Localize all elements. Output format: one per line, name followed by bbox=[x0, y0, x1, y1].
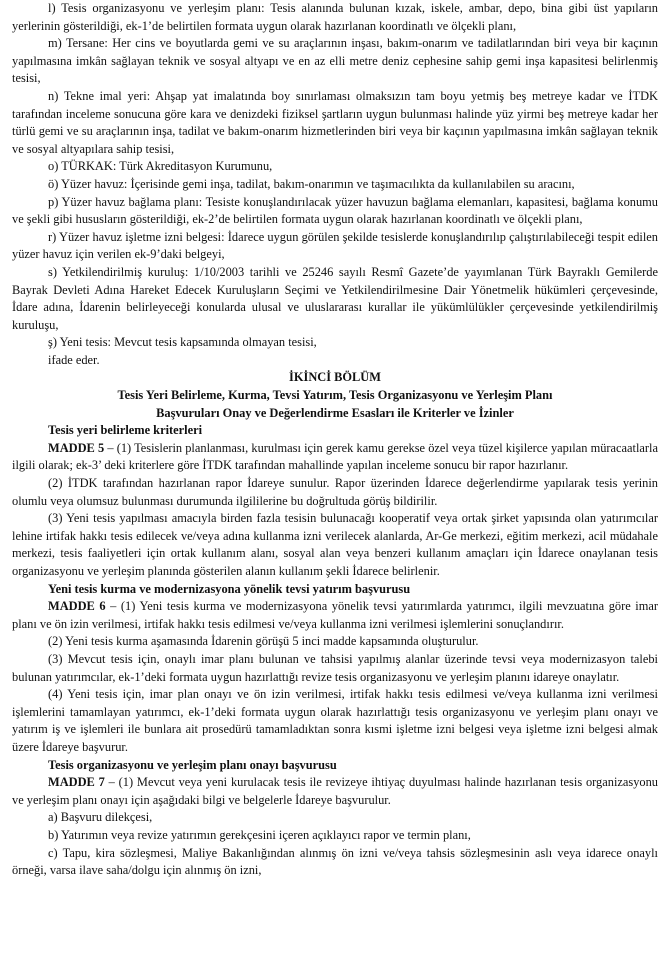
definition-o-umlaut: ö) Yüzer havuz: İçerisinde gemi inşa, tadilat, bakım-onarımın ve taşımacılıkta da kullanılabilen su aracını, bbox=[48, 176, 575, 191]
madde5-paragraph-2: (2) İTDK tarafından hazırlanan rapor İdareye sunulur. Rapor üzerinden İdarece değerlendirme yapılarak tesis yerinin olumlu veya olumsuz bulunması durumunda ilgililerine bu doğrultuda görüş bildirilir. bbox=[12, 476, 658, 508]
madde5-label: MADDE 5 bbox=[48, 440, 105, 455]
madde7-p1-text: – (1) Mevcut veya yeni kurulacak tesis ile revizeye ihtiyaç duyulması halinde hazırlanan tesis organizasyonu ve yerleşim planı onayı için aşağıdaki bilgi ve belgelerle İdareye başvurulur. bbox=[12, 775, 658, 807]
madde5-heading: Tesis yeri belirleme kriterleri bbox=[48, 423, 203, 438]
madde6-paragraph-1 bbox=[12, 598, 658, 633]
madde6-heading: Yeni tesis kurma ve modernizasyona yönelik tevsi yatırım başvurusu bbox=[48, 581, 411, 596]
madde5-p1-text: – (1) Tesislerin planlanması, kurulması için gerek kamu gerekse özel veya tüzel kişilerce yapılan müracaatlarla ilgili olarak; ek-3’ deki kriterlere göre İTDK tarafından mahallinde yapılan inceleme sonucu bir rapor hazırlanır. bbox=[12, 440, 658, 473]
chapter-title: İKİNCİ BÖLÜM bbox=[289, 370, 381, 385]
definition-s: s) Yetkilendirilmiş kuruluş: 1/10/2003 tarihli ve 25246 sayılı Resmî Gazete’de yayımlanan Türk Bayraklı Gemilerde Bayrak Devleti Adına Hareket Edecek Kuruluşların Seçimi ve Yetkilendirilmesine Dair Yönetmelik hükümleri çerçevesinde, İdare adına, İdarenin belirleyeceği konularda ulusal ve uluslararası kurallar ile yükümlülükler çerçevesinde yetkilendirilmiş kuruluşu, bbox=[12, 264, 658, 332]
madde7-item-c: c) Tapu, kira sözleşmesi, Maliye Bakanlığından alınmış ön izni ve/veya tahsis sözleşmesinin aslı veya idarece onaylı örneği, varsa ilave saha/dolgu için alınmış ön izni, bbox=[12, 845, 658, 878]
madde6-label: MADDE 6 bbox=[48, 599, 106, 614]
madde7-label: MADDE 7 bbox=[48, 775, 105, 790]
madde7-paragraph-1 bbox=[12, 774, 658, 809]
madde5-paragraph-3: (3) Yeni tesis yapılması amacıyla birden fazla tesisin bulunacağı kooperatif veya ortak şirket yapısında olan yatırımcılar lehine irtifak hakkı tesis edilecek ve/veya adına kullanma izni verilecek alanlarda, Ar-Ge merkezi, eğitim merkezi, acil müdahale merkezi, tesis faaliyetleri için ortak kullanım alanı, sosyal alan veya benzeri kullanım amaçları için İdarece onaylanan tesis organizasyonu ve yerleşim planında gösterilen alanın kullanım şekli İdarece belirlenir. bbox=[12, 511, 658, 578]
madde7-item-a: a) Başvuru dilekçesi, bbox=[48, 810, 153, 825]
definition-l: l) Tesis organizasyonu ve yerleşim planı: Tesis alanında bulunan kızak, iskele, ambar, depo, bina gibi üst yapıların yerlerinin gösterildiği, ek-1’de belirtilen formata uygun olarak hazırlanan koordinatlı ve ölçekli planı, bbox=[12, 1, 658, 33]
chapter-subtitle-1: Tesis Yeri Belirleme, Kurma, Tevsi Yatırım, Tesis Organizasyonu ve Yerleşim Planı bbox=[117, 388, 553, 403]
definition-m: m) Tersane: Her cins ve boyutlarda gemi ve su araçlarının inşası, bakım-onarım ve tadilatlarından biri veya bir kaçının yapılmasına imkân sağlayan teknik ve sosyal altyapı ve en az elli metre deniz cephesine sahip gemi inşa kapasitesi belirlenmiş tesisi, bbox=[12, 36, 658, 86]
chapter-subtitle-2: Başvuruları Onay ve Değerlendirme Esasları ile Kriterler ve İzinler bbox=[156, 405, 514, 420]
definition-n: n) Tekne imal yeri: Ahşap yat imalatında boy sınırlaması olmaksızın tam boyu yetmiş beş metreye kadar ve İTDK tarafından inceleme sonucuna göre kara ve denizdeki fiziksel şartların uygun bulunması halinde yüz yirmi beş metreye kadar her türlü gemi ve su araçlarının inşa, tadilat ve bakım-onarım hizmetlerinden biri veya bir kaçının yapılmasına imkân sağlayan teknik ve sosyal altyapılara sahip tesisi, bbox=[12, 88, 658, 156]
madde7-heading: Tesis organizasyonu ve yerleşim planı onayı başvurusu bbox=[48, 757, 337, 772]
definition-s-cedilla: ş) Yeni tesis: Mevcut tesis kapsamında olmayan tesisi, bbox=[48, 335, 317, 350]
madde6-paragraph-4: (4) Yeni tesis için, imar plan onayı ve ön izin verilmesi, irtifak hakkı tesis edilmesi ve/veya kullanma izni verilmesi işlemlerini tamamlayan yatırımcı, ek-1’deki formata uygun olarak hazırlattığı tesis organizasyonu ve yerleşim planı onayı ve yatırım iş ve işlemleri ile bunlara ait prosedürü tamamladıktan sonra kısmi işletme izni belgesi veya işletme izni belgesi almak üzere İdareye başvurur. bbox=[12, 687, 658, 754]
madde6-paragraph-2: (2) Yeni tesis kurma aşamasında İdarenin görüşü 5 inci madde kapsamında oluşturulur. bbox=[48, 634, 479, 649]
definition-r: r) Yüzer havuz işletme izni belgesi: İdarece uygun görülen şekilde tesislerde konuşlandırılıp çalıştırılabileceği tespit edilen yüzer havuz için verilen ek-9’daki belgeyi, bbox=[12, 229, 658, 262]
madde7-item-b: b) Yatırımın veya revize yatırımın gerekçesini içeren açıklayıcı rapor ve termin planı, bbox=[48, 827, 471, 842]
definition-p: p) Yüzer havuz bağlama planı: Tesiste konuşlandırılacak yüzer havuzun bağlama elemanları, kapasitesi, bağlama konumu ve şekli gibi hususların gösterildiği, ek-2’de belirtilen formata uygun olarak hazırlanan koordinatlı ve ölçekli planı, bbox=[12, 194, 658, 227]
definition-o: o) TÜRKAK: Türk Akreditasyon Kurumunu, bbox=[48, 159, 273, 174]
madde6-paragraph-3: (3) Mevcut tesis için, onaylı imar planı bulunan ve tahsisi yapılmış alanlar üzerinde tevsi veya modernizasyon talebi bulunan yatırımcılar, ek-1’deki formata uygun hazırlattığı revize tesis organizasyonu ve yerleşim planını idareye onaylatır. bbox=[12, 651, 658, 684]
madde6-p1-text: – (1) Yeni tesis kurma ve modernizasyona yönelik tevsi yatırımlarda yatırımcı, ilgili mevzuatına göre imar planı ve ön izin verilmesi, irtifak hakkı tesis edilmesi ve/veya kullanma izni verilmesi işlemlerini sonuçlandırır. bbox=[12, 599, 658, 631]
definitions-closing: ifade eder. bbox=[48, 352, 100, 367]
madde5-paragraph-1 bbox=[12, 440, 658, 475]
